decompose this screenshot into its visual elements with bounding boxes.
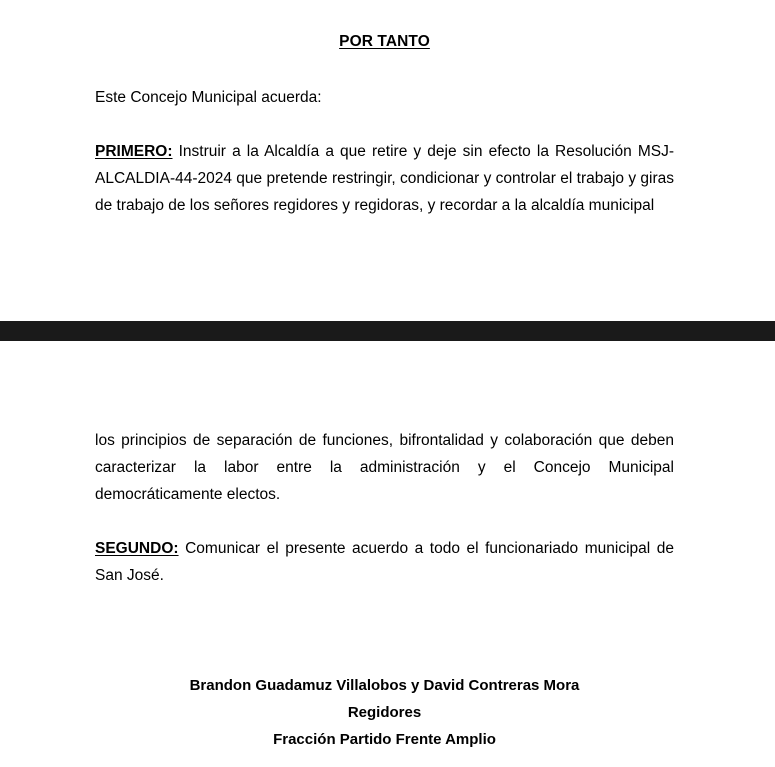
- clause-segundo-text: Comunicar el presente acuerdo a todo el funcionariado municipal de San José.: [95, 540, 674, 584]
- signature-role: Regidores: [347, 704, 422, 721]
- document-section-bottom: [95, 427, 674, 589]
- document-section-top: [95, 0, 674, 219]
- clause-segundo: [95, 508, 674, 589]
- clause-segundo-label: SEGUNDO:: [95, 540, 179, 557]
- signature-names: Brandon Guadamuz Villalobos y David Contreras Mora: [189, 677, 580, 694]
- page-title: [95, 0, 674, 55]
- signature-faction: Fracción Partido Frente Amplio: [273, 731, 496, 748]
- clause-primero-label: PRIMERO:: [95, 143, 173, 160]
- intro-paragraph: Este Concejo Municipal acuerda:: [95, 89, 322, 106]
- clause-primero: [95, 111, 674, 219]
- page-break-separator: [0, 321, 775, 341]
- signature-block: [95, 672, 674, 753]
- clause-primero-continuation: los principios de separación de funciones, bifrontalidad y colaboración que deben caracterizar la labor entre la administración y el Concejo Municipal democráticamente electos.: [95, 432, 674, 503]
- page-title-text: POR TANTO: [339, 33, 430, 50]
- clause-primero-text: Instruir a la Alcaldía a que retire y deje sin efecto la Resolución MSJ-ALCALDIA-44-2024 que pretende restringir, condicionar y controlar el trabajo y giras de trabajo de los señores regidores y regidoras, y recordar a la alcaldía municipal: [95, 143, 674, 214]
